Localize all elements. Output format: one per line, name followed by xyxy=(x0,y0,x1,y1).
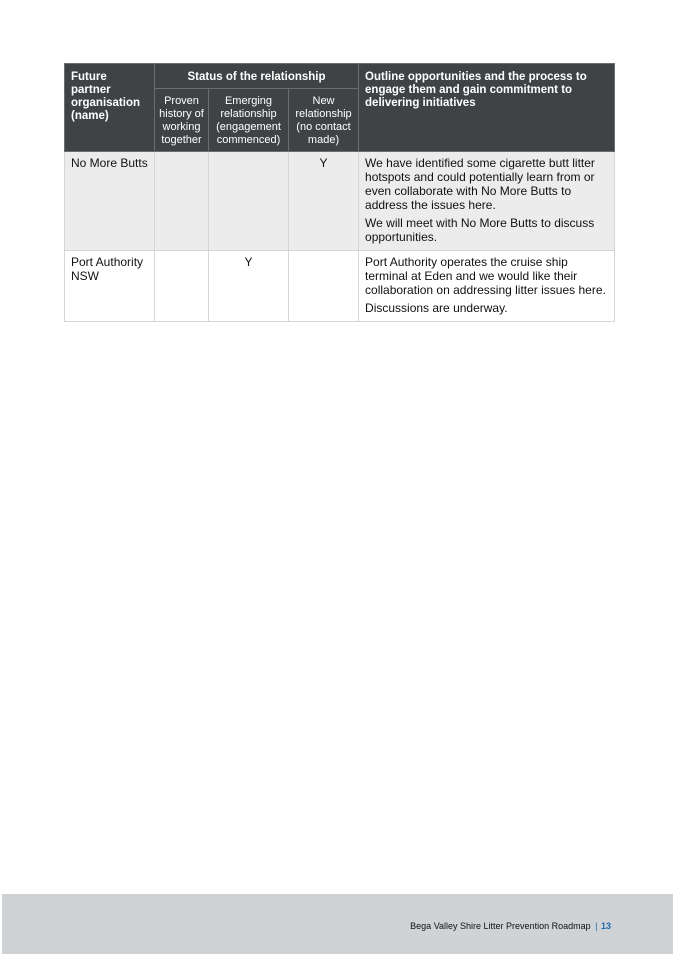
header-outline: Outline opportunities and the process to engage them and gain commitment to delivering initiatives xyxy=(359,64,615,152)
new-cell xyxy=(289,251,359,322)
document-title: Bega Valley Shire Litter Prevention Roadmap xyxy=(410,921,591,931)
outline-cell xyxy=(359,152,615,251)
outline-paragraph: Discussions are underway. xyxy=(365,301,508,315)
partner-name: No More Butts xyxy=(65,152,155,251)
outline-paragraph: Port Authority operates the cruise ship terminal at Eden and we would like their collaboration on addressing litter issues here. xyxy=(365,255,606,297)
footer-separator: | xyxy=(595,921,598,931)
footer-text xyxy=(410,921,611,931)
outline-cell xyxy=(359,251,615,322)
table-row xyxy=(65,152,615,251)
new-cell: Y xyxy=(289,152,359,251)
emerging-cell: Y xyxy=(209,251,289,322)
header-new: New relationship (no contact made) xyxy=(289,89,359,152)
page-footer xyxy=(2,894,673,954)
header-emerging: Emerging relationship (engagement commenced) xyxy=(209,89,289,152)
partners-table-container xyxy=(64,63,614,322)
table-row xyxy=(65,251,615,322)
emerging-cell xyxy=(209,152,289,251)
header-proven: Proven history of working together xyxy=(155,89,209,152)
proven-cell xyxy=(155,152,209,251)
future-partners-table xyxy=(64,63,615,322)
header-status: Status of the relationship xyxy=(155,64,359,89)
outline-paragraph: We have identified some cigarette butt litter hotspots and could potentially learn from or even collaborate with No More Butts to address the issues here. xyxy=(365,156,595,212)
proven-cell xyxy=(155,251,209,322)
header-partner: Future partner organisation (name) xyxy=(65,64,155,152)
partner-name: Port Authority NSW xyxy=(65,251,155,322)
outline-paragraph: We will meet with No More Butts to discuss opportunities. xyxy=(365,216,595,244)
header-row xyxy=(65,64,615,89)
page-number: 13 xyxy=(600,921,611,931)
